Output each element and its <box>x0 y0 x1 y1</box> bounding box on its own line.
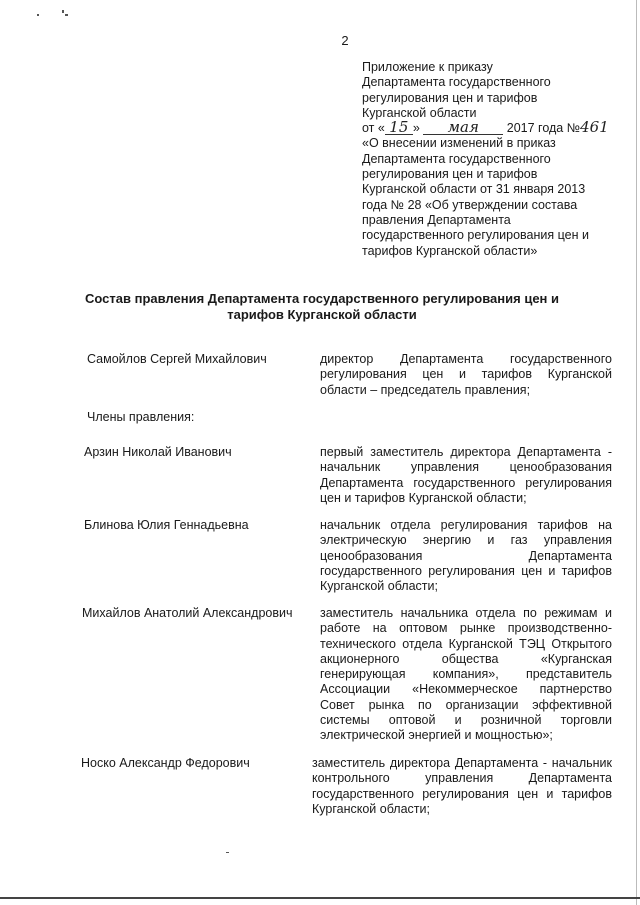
subject-line: государственного регулирования цен и <box>362 228 589 243</box>
page-edge-line <box>636 0 637 905</box>
date-prefix: от « <box>362 121 385 136</box>
member-name: Носко Александр Федорович <box>81 756 250 770</box>
subject-line: «О внесении изменений в приказ <box>362 136 556 151</box>
member-name: Михайлов Анатолий Александрович <box>82 606 293 620</box>
appendix-line: регулирования цен и тарифов <box>362 90 538 105</box>
subject-line: Курганской области от 31 января 2013 <box>362 182 586 197</box>
appendix-block <box>362 60 622 259</box>
subject-line: регулирования цен и тарифов <box>362 167 538 182</box>
scan-mark <box>65 14 68 16</box>
date-day-handwritten: 15 <box>385 121 413 135</box>
date-year: 2017 года № <box>506 121 581 136</box>
subject-line: года № 28 «Об утверждении состава <box>362 197 578 212</box>
scan-mark <box>226 852 229 853</box>
member-name: Арзин Николай Иванович <box>84 445 232 459</box>
order-number-handwritten: 461 <box>580 118 609 137</box>
member-role: заместитель начальника отдела по режимам и работе на оптовом рынке производственно-технического отдела Курганской ТЭЦ Открытого акционерного общества «Курганская генерирующая компания», представитель Ассоциации «Некоммерческое партнерство Совет рынка по организации эффективной системы оптовой и розничной торговли электрической энергией и мощностью»; <box>320 606 612 743</box>
date-mid: » <box>412 121 420 136</box>
chairman-role: директор Департамента государственного регулирования цен и тарифов Курганской области – председатель правления; <box>320 352 612 397</box>
page-bottom-line <box>0 897 640 899</box>
member-role: первый заместитель директора Департамента - начальник управления ценообразования Департамента государственного регулирования цен и тарифов Курганской области; <box>320 445 612 505</box>
scan-mark <box>37 14 39 16</box>
appendix-line: Курганской области <box>362 105 477 120</box>
members-label: Члены правления: <box>87 410 195 424</box>
subject-line: Департамента государственного <box>362 151 551 166</box>
chairman-name: Самойлов Сергей Михайлович <box>87 352 267 366</box>
member-name: Блинова Юлия Геннадьевна <box>84 518 249 532</box>
order-date-line <box>362 118 622 137</box>
subject-line: правления Департамента <box>362 212 511 227</box>
page-number: 2 <box>341 33 349 48</box>
member-role: начальник отдела регулирования тарифов на электрическую энергию и газ управления ценообразования Департамента государственного регулирования цен и тарифов Курганской области; <box>320 518 612 594</box>
member-role: заместитель директора Департамента - начальник контрольного управления Департамента государственного регулирования цен и тарифов Курганской области; <box>312 756 612 816</box>
subject-line: тарифов Курганской области» <box>362 243 538 258</box>
document-title: Состав правления Департамента государственного регулирования цен и тарифов Курганской области <box>85 291 559 322</box>
appendix-line: Приложение к приказу <box>362 60 493 74</box>
date-month-handwritten: мая <box>423 121 503 135</box>
scan-mark <box>62 10 64 13</box>
appendix-line: Департамента государственного <box>362 75 551 90</box>
